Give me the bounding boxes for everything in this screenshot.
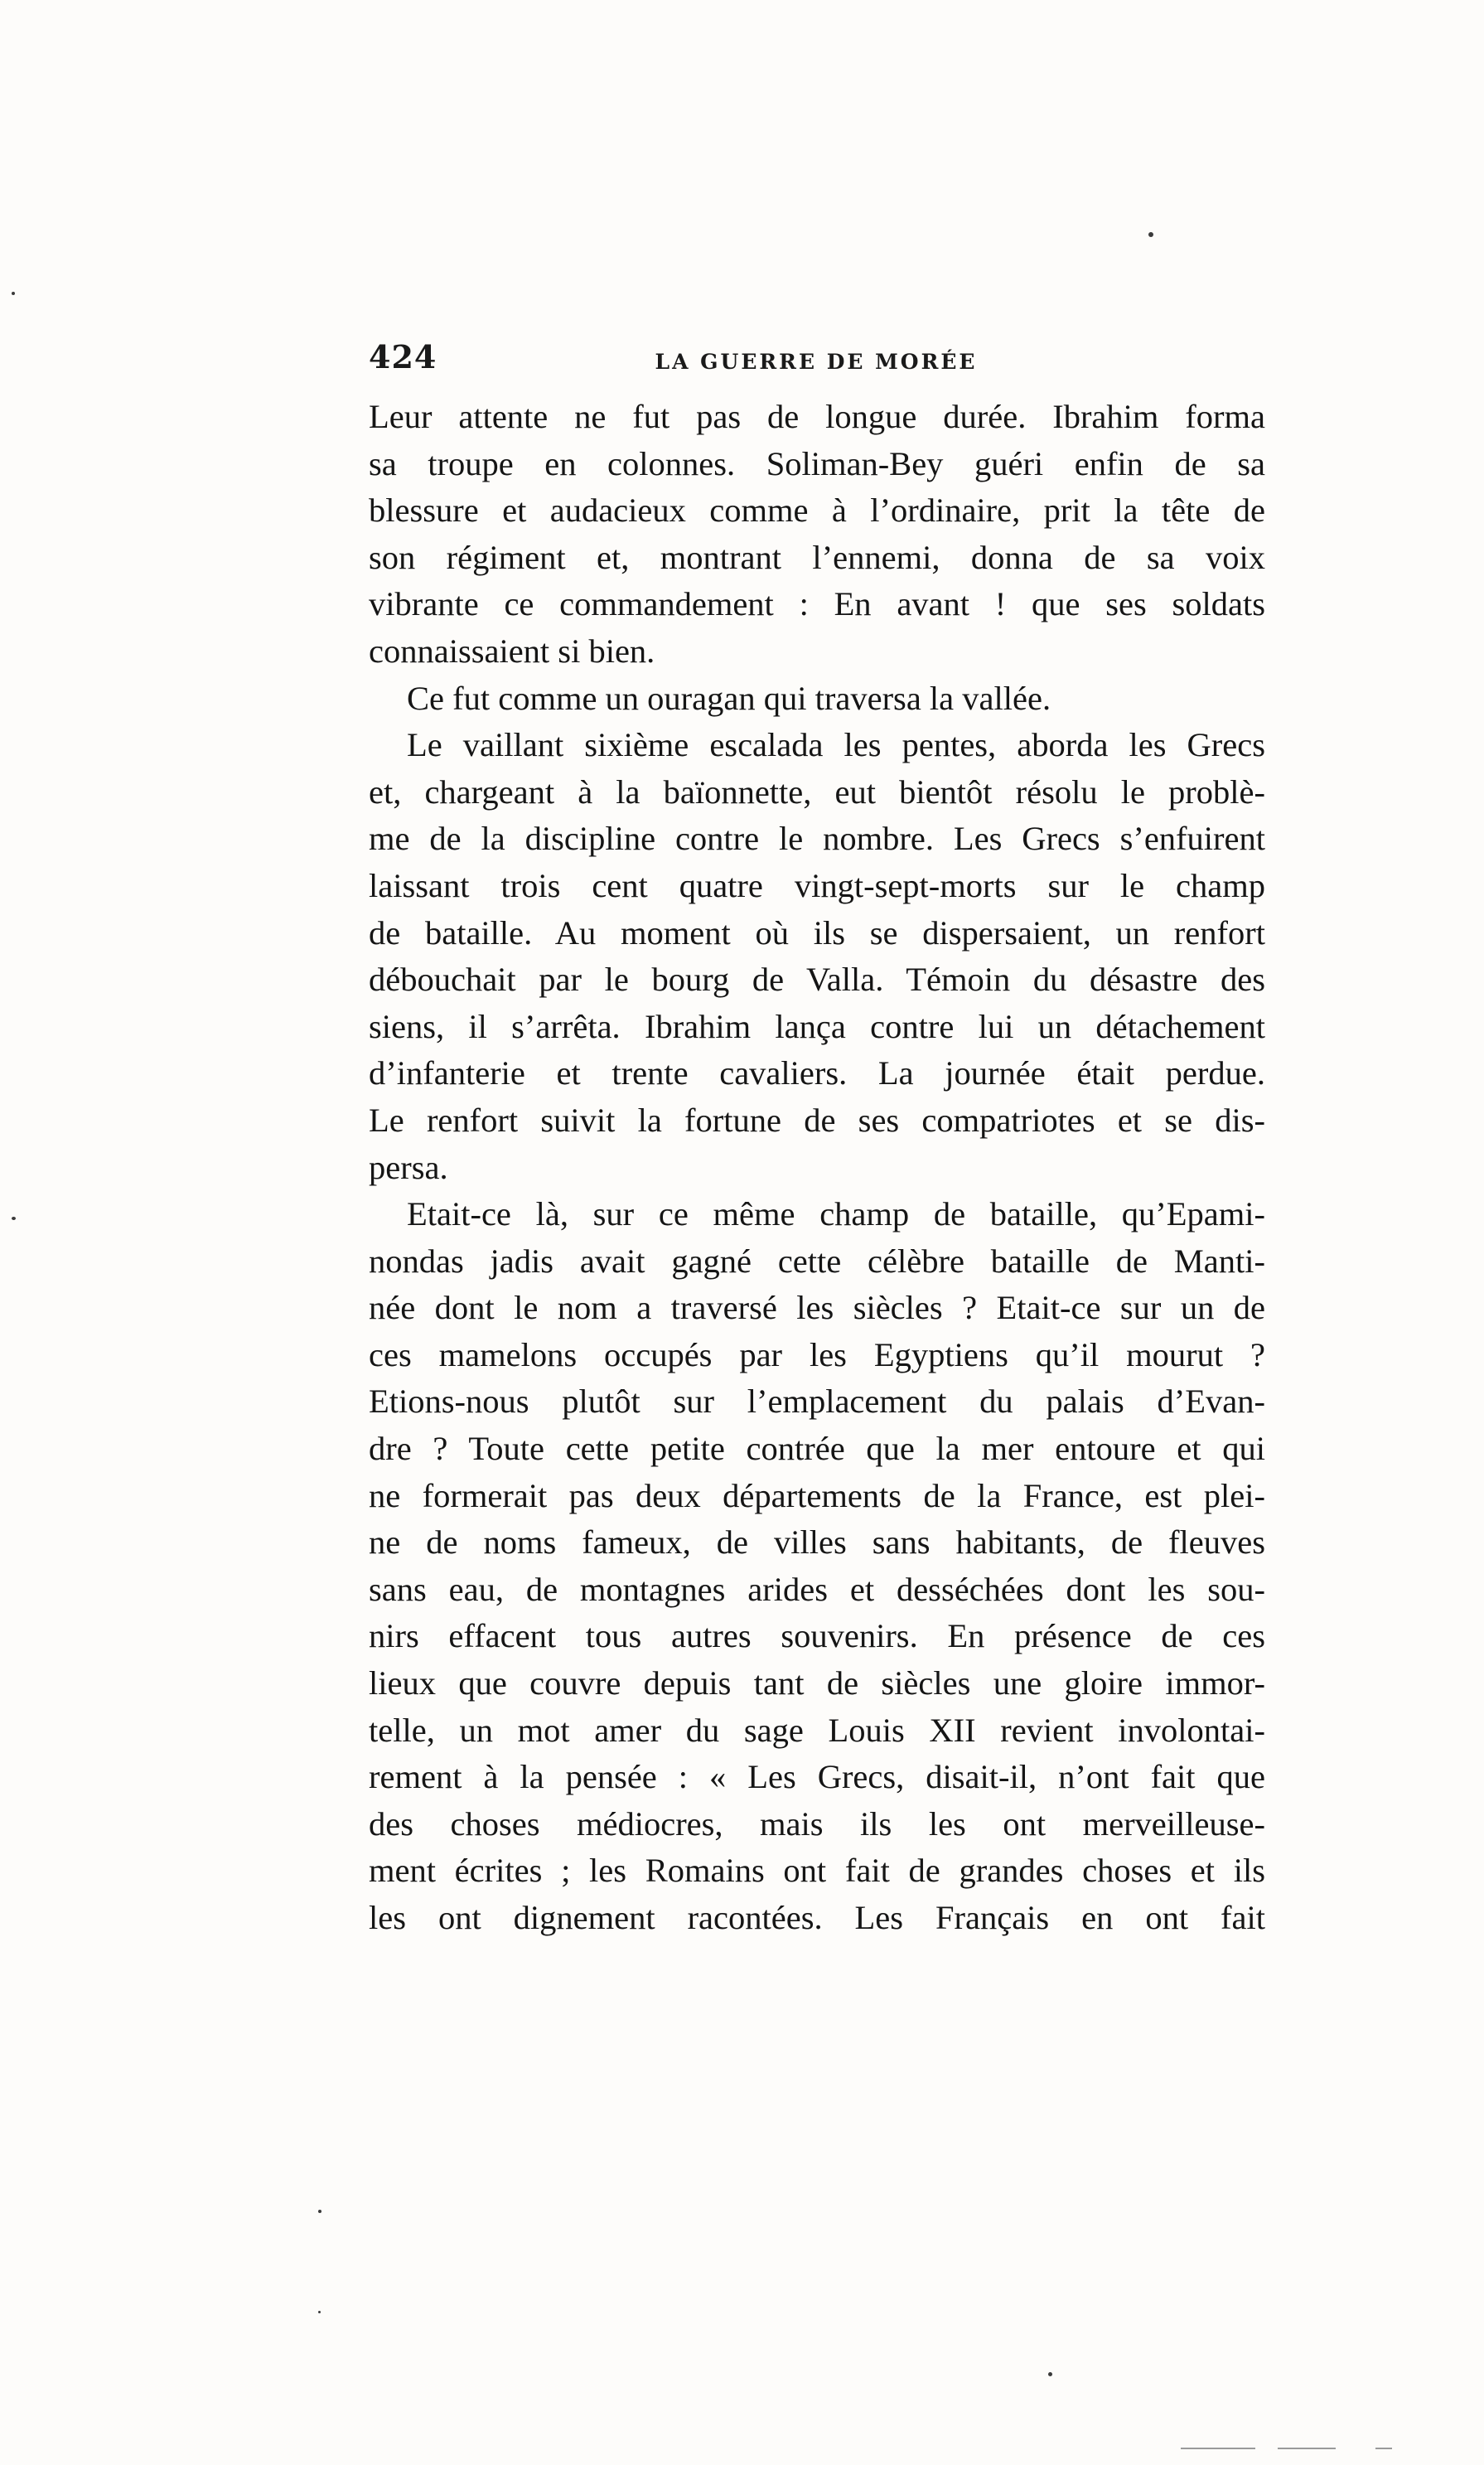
text-line: nirs effacent tous autres souvenirs. En présence de ces [369,1617,1265,1655]
text-line: me de la discipline contre le nombre. Les Grecs s’enfuirent [369,820,1265,858]
text-line: et, chargeant à la baïonnette, eut bientôt résolu le problè- [369,772,1265,811]
scan-speck [1148,232,1153,237]
body-text [369,394,1265,1942]
text-line: siens, il s’arrêta. Ibrahim lança contre lui un détachement [369,1007,1265,1045]
text-line: Le renfort suivit la fortune de ses compatriotes et se dis- [369,1101,1265,1139]
text-line: ne de noms fameux, de villes sans habitants, de fleuves [369,1523,1265,1562]
scan-speck [318,2311,321,2313]
text-line: Ce fut comme un ouragan qui traversa la vallée. [407,679,1051,717]
running-title: LA GUERRE DE MORÉE [655,350,978,374]
text-line: nondas jadis avait gagné cette célèbre bataille de Manti- [369,1242,1265,1280]
text-line: ment écrites ; les Romains ont fait de grandes choses et ils [369,1852,1265,1890]
text-line: blessure et audacieux comme à l’ordinaire, prit la tête de [369,492,1265,530]
paragraph [369,676,1265,723]
text-line: vibrante ce commandement : En avant ! que ses soldats [369,585,1265,623]
text-line: Leur attente ne fut pas de longue durée. Ibrahim forma [369,398,1265,435]
text-line: ces mamelons occupés par les Egyptiens qu’il mourut ? [369,1335,1265,1373]
scan-speck [318,2210,321,2213]
text-line: lieux que couvre depuis tant de siècles une gloire immor- [369,1664,1265,1702]
scan-speck [12,1217,16,1220]
text-line: née dont le nom a traversé les siècles ? Etait-ce sur un de [369,1289,1265,1327]
text-line: des choses médiocres, mais ils les ont merveilleuse- [369,1804,1265,1843]
page-number: 424 [369,338,437,375]
text-line: d’infanterie et trente cavaliers. La journée était perdue. [369,1054,1265,1092]
paragraph [369,1191,1265,1942]
scan-speck [12,292,15,295]
scan-speck [1048,2372,1052,2376]
text-line: laissant trois cent quatre vingt-sept-morts sur le champ [369,866,1265,904]
text-line: Le vaillant sixième escalada les pentes, aborda les Grecs [407,726,1265,764]
text-line: telle, un mot amer du sage Louis XII revient involontai- [369,1711,1265,1749]
text-line: son régiment et, montrant l’ennemi, donna de sa voix [369,538,1265,576]
text-line: Etait-ce là, sur ce même champ de bataille, qu’Epami- [407,1195,1265,1233]
paragraph [369,394,1265,676]
edge-rule [1181,2448,1255,2449]
text-line: rement à la pensée : « Les Grecs, disait-il, n’ont fait que [369,1758,1265,1796]
text-line: ne formerait pas deux départements de la France, est plei- [369,1476,1265,1514]
text-line: débouchait par le bourg de Valla. Témoin du désastre des [369,961,1265,999]
text-line: dre ? Toute cette petite contrée que la mer entoure et qui [369,1430,1265,1468]
text-line: connaissaient si bien. [369,632,655,670]
text-line: les ont dignement racontées. Les Français en ont fait [369,1899,1265,1936]
text-line: de bataille. Au moment où ils se dispersaient, un renfort [369,913,1265,952]
text-line: sa troupe en colonnes. Soliman-Bey guéri enfin de sa [369,444,1265,482]
text-line: persa. [369,1148,448,1186]
edge-rule [1278,2448,1336,2449]
page-header [369,338,1264,388]
text-line: sans eau, de montagnes arides et desséchées dont les sou- [369,1570,1265,1608]
paragraph [369,722,1265,1191]
edge-rule [1375,2448,1392,2449]
text-line: Etions-nous plutôt sur l’emplacement du palais d’Evan- [369,1383,1265,1421]
